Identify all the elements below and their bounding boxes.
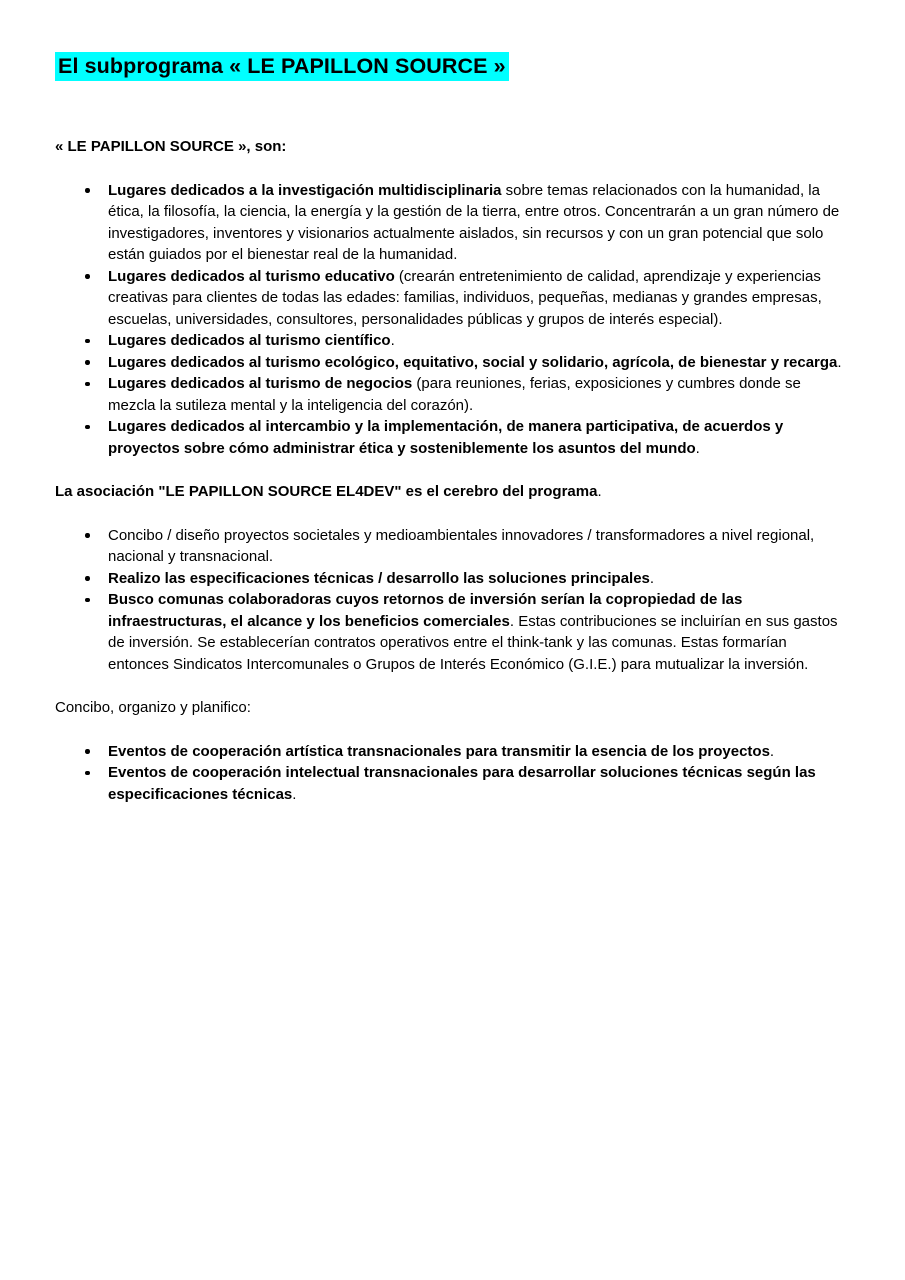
list-item-lead: Lugares dedicados al turismo científico	[108, 332, 391, 349]
list-item-text: (crearán entretenimiento de calidad, aprendizaje y experiencias creativas para clientes de todas las edades: familias, individuos, pequeñas, medianas y grandes empresas, escuelas, universidades, consultores, personalidades públicas y grupos de interés especial).	[108, 267, 822, 328]
document-body	[55, 52, 850, 805]
list-item-lead: Lugares dedicados a la investigación multidisciplinaria	[108, 181, 502, 199]
list-item-text: . Estas contribuciones se incluirían en sus gastos de inversión. Se establecerían contratos operativos entre el think-tank y las comunas. Estas formarían entonces Sindicatos Intercomunales o Grupos de Interés Económico (G.I.E.) para mutualizar la inversión.	[108, 612, 838, 673]
association-paragraph-rest: .	[597, 483, 602, 500]
list-item	[55, 373, 850, 416]
list-item-text: .	[649, 569, 655, 587]
list-item-lead: Realizo las especificaciones técnicas / desarrollo las soluciones principales	[108, 569, 650, 587]
list-item	[55, 266, 850, 331]
spacer	[55, 719, 850, 741]
list-item-text: .	[837, 353, 842, 371]
list-item-lead: Busco comunas colaboradoras cuyos retornos de inversión serían la copropiedad de las infraestructuras, el alcance y los beneficios comerciales	[108, 591, 743, 630]
list-item	[55, 180, 850, 266]
list-item-lead: Lugares dedicados al intercambio y la implementación, de manera participativa, de acuerdos y proyectos sobre cómo administrar ética y sosteniblemente los asuntos del mundo	[108, 418, 784, 457]
bullet-list-places	[55, 180, 850, 460]
list-item-lead: Lugares dedicados al turismo de negocios	[108, 375, 413, 392]
list-item	[55, 525, 850, 568]
planning-paragraph: Concibo, organizo y planifico:	[55, 699, 251, 716]
intro-paragraph: « LE PAPILLON SOURCE », son:	[55, 138, 287, 155]
list-item-lead: Lugares dedicados al turismo educativo	[108, 267, 395, 285]
list-item-text: Concibo / diseño proyectos societales y medioambientales innovadores / transformadores a nivel regional, nacional y transnacional.	[108, 526, 815, 565]
list-item-text: (para reuniones, ferias, exposiciones y cumbres donde se mezcla la sutileza mental y la inteligencia del corazón).	[108, 375, 801, 414]
list-item-text: .	[769, 742, 775, 760]
list-item	[55, 741, 850, 763]
spacer	[55, 158, 850, 180]
list-item	[55, 568, 850, 590]
list-item-text: .	[390, 332, 395, 349]
list-item	[55, 589, 850, 675]
bullet-list-role	[55, 525, 850, 676]
list-item	[55, 330, 850, 352]
list-item-lead: Eventos de cooperación artística transnacionales para transmitir la esencia de los proyectos	[108, 742, 770, 760]
list-item	[55, 352, 850, 374]
spacer	[55, 675, 850, 697]
list-item-lead: Lugares dedicados al turismo ecológico, equitativo, social y solidario, agrícola, de bienestar y recarga	[108, 353, 838, 371]
spacer	[55, 459, 850, 481]
association-paragraph	[55, 481, 850, 503]
list-item	[55, 416, 850, 459]
bullet-list-events	[55, 741, 850, 806]
spacer	[55, 80, 850, 136]
page-title-highlight: El subprograma « LE PAPILLON SOURCE »	[55, 52, 509, 81]
list-item-text: sobre temas relacionados con la humanidad, la ética, la filosofía, la ciencia, la energía y la gestión de la tierra, entre otros. Concentrarán a un gran número de investigadores, inventores y visionarios actualmente aislados, sin recursos y con un gran potencial que solo están guiados por el bienestar real de la humanidad.	[108, 181, 840, 263]
list-item-lead: Eventos de cooperación intelectual transnacionales para desarrollar soluciones técnicas según las especificaciones técnicas	[108, 764, 816, 803]
page-title	[55, 52, 850, 80]
spacer	[55, 503, 850, 525]
list-item-text: .	[292, 785, 297, 803]
association-paragraph-bold: La asociación "LE PAPILLON SOURCE EL4DEV" es el cerebro del programa	[55, 483, 598, 500]
list-item-text: .	[695, 439, 700, 457]
list-item	[55, 762, 850, 805]
